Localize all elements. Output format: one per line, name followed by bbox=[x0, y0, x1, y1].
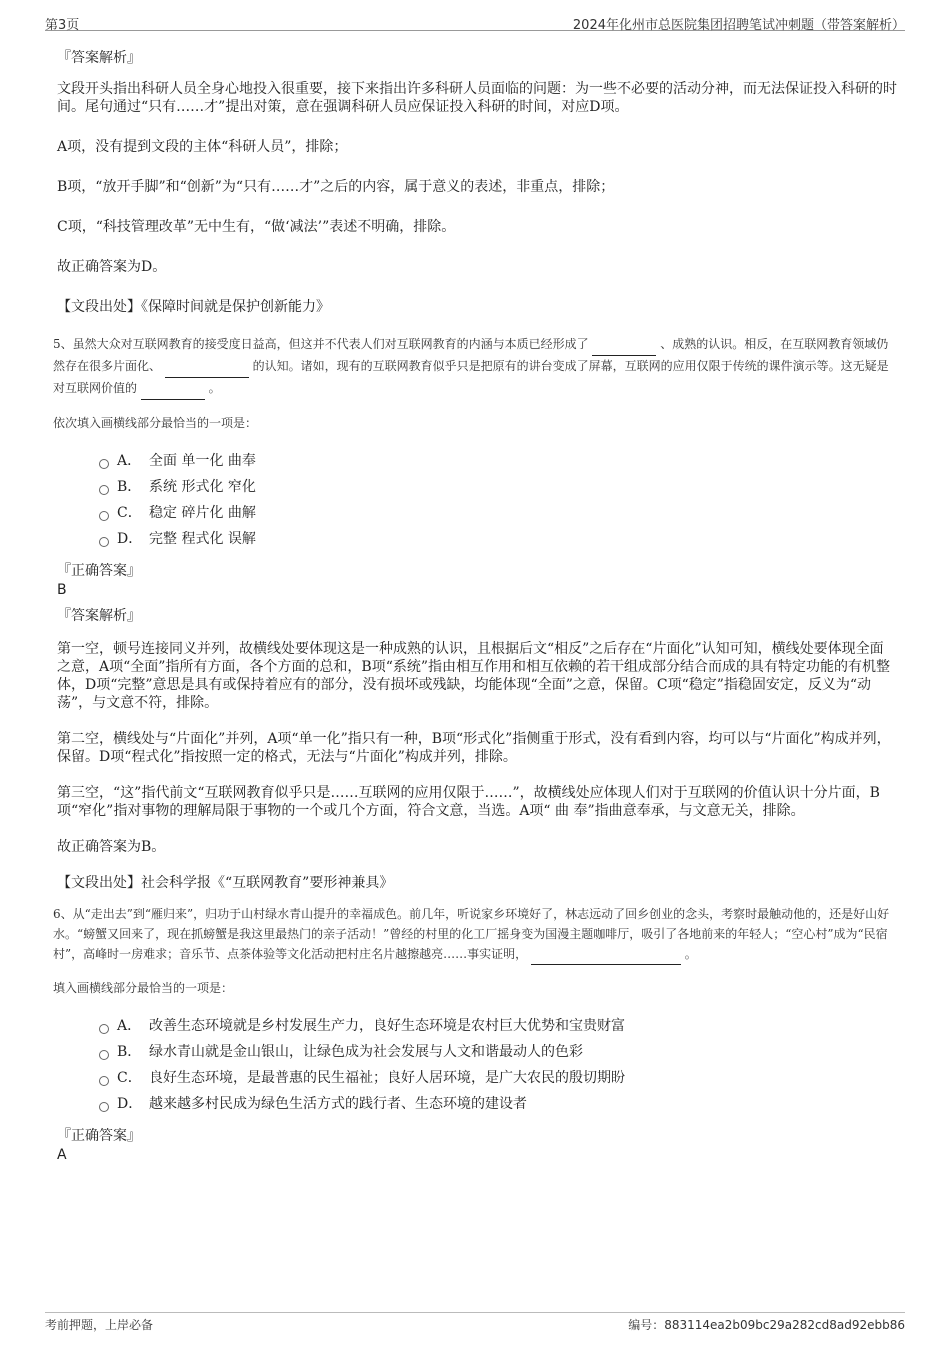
analysis-paragraph: 第二空，横线处与“片面化”并列，A项“单一化”指只有一种，B项“形式化”指侧重于形式，没有看到内容，均可以与“片面化”构成并列，保留。D项“程式化”指按照一定的格式，无法与“片面化”构成并列，排除。 bbox=[57, 731, 891, 765]
option-letter: C． bbox=[117, 505, 142, 521]
question-stem bbox=[53, 334, 897, 400]
analysis-paragraph: 文段开头指出科研人员全身心地投入很重要，接下来指出许多科研人员面临的问题：为一些不必要的活动分神，而无法保证投入科研的时间。尾句通过“只有……才”提出对策，意在强调科研人员应保证投入科研的时间，对应D项。 bbox=[57, 81, 897, 115]
option-text: 改善生态环境就是乡村发展生产力，良好生态环境是农村巨大优势和宝贵财富 bbox=[149, 1018, 625, 1034]
correct-answer: A bbox=[57, 1147, 67, 1163]
question-prompt: 依次填入画横线部分最恰当的一项是： bbox=[53, 416, 258, 430]
option-letter: D． bbox=[117, 531, 143, 547]
analysis-paragraph: 第一空，顿号连接同义并列，故横线处要体现这是一种成熟的认识，且根据后文“相反”之后存在“片面化”认知可知，横线处要体现全面之意，A项“全面”指所有方面，各个方面的总和，B项“系统”指由相互作用和相互依赖的若干组成部分结合而成的具有特定功能的有机整体，D项“完整”意思是具有或保持着应有的部分，没有损坏或残缺，均能体现“全面”之意，保留。C项“稳定”指稳固安定，反义为“动荡”，与文意不符，排除。 bbox=[57, 641, 891, 711]
stem-text: 、成熟的认识。相反，在互联网教育领域仍然存在很多片面化、 bbox=[53, 337, 889, 373]
option-letter: D． bbox=[117, 1096, 143, 1112]
option-list bbox=[57, 1017, 897, 1121]
option-d[interactable] bbox=[99, 1095, 897, 1121]
radio-button[interactable] bbox=[99, 1102, 109, 1112]
option-text: 全面 单一化 曲奉 bbox=[149, 453, 256, 469]
correct-answer: B bbox=[57, 582, 67, 598]
option-b[interactable] bbox=[99, 478, 897, 504]
question-stem bbox=[53, 904, 897, 965]
analysis-paragraph: C项，“科技管理改革”无中生有，“做‘减法’”表述不明确，排除。 bbox=[57, 219, 456, 235]
source-note: 【文段出处】社会科学报《“互联网教育”要形神兼具》 bbox=[57, 875, 394, 891]
radio-button[interactable] bbox=[99, 485, 109, 495]
page-header bbox=[45, 12, 905, 31]
option-letter: B． bbox=[117, 479, 142, 495]
option-list bbox=[57, 452, 897, 556]
fill-blank bbox=[141, 378, 205, 400]
option-letter: C． bbox=[117, 1070, 142, 1086]
document-body bbox=[53, 48, 897, 1171]
page-footer bbox=[45, 1312, 905, 1335]
stem-text: 6、从“走出去”到“雁归来”，归功于山村绿水青山提升的幸福成色。前几年，听说家乡环境好了，林志远动了回乡创业的念头，考察时最触动他的，还是好山好水。“螃蟹又回来了，现在抓螃蟹是我这里最热门的亲子活动！”曾经的村里的化工厂摇身变为国漫主题咖啡厅，吸引了各地前来的年轻人；“空心村”成为“民宿村”，高峰时一房难求；音乐节、点茶体验等文化活动把村庄名片越擦越亮……事实证明， bbox=[53, 907, 890, 961]
option-text: 系统 形式化 窄化 bbox=[149, 479, 256, 495]
fill-blank bbox=[165, 356, 249, 378]
analysis-paragraph: 第三空，“这”指代前文“互联网教育似乎只是……互联网的应用仅限于……”，故横线处应体现人们对于互联网的价值认识十分片面，B项“窄化”指对事物的理解局限于事物的一个或几个方面，符合文意，当选。A项“ 曲 奉”指曲意奉承，与文意无关，排除。 bbox=[57, 785, 880, 819]
option-letter: A． bbox=[117, 453, 142, 469]
option-a[interactable] bbox=[99, 452, 897, 478]
correct-answer-tag: 『正确答案』 bbox=[57, 1128, 141, 1144]
stem-text: 5、虽然大众对互联网教育的接受度日益高，但这并不代表人们对互联网教育的内涵与本质已经形成了 bbox=[53, 337, 589, 351]
option-d[interactable] bbox=[99, 530, 897, 556]
radio-button[interactable] bbox=[99, 511, 109, 521]
document-id: 编号：883114ea2b09bc29a282cd8ad92ebb86 bbox=[628, 1318, 905, 1332]
document-title: 2024年化州市总医院集团招聘笔试冲刺题（带答案解析） bbox=[572, 18, 905, 33]
option-c[interactable] bbox=[99, 1069, 897, 1095]
analysis-conclusion: 故正确答案为B。 bbox=[57, 839, 166, 855]
option-letter: A． bbox=[117, 1018, 142, 1034]
analysis-tag: 『答案解析』 bbox=[57, 608, 141, 624]
stem-text: 。 bbox=[684, 947, 697, 961]
option-text: 越来越多村民成为绿色生活方式的践行者、生态环境的建设者 bbox=[149, 1096, 527, 1112]
option-letter: B． bbox=[117, 1044, 142, 1060]
analysis-conclusion: 故正确答案为D。 bbox=[57, 259, 167, 275]
radio-button[interactable] bbox=[99, 1024, 109, 1034]
option-a[interactable] bbox=[99, 1017, 897, 1043]
stem-text: 的认知。诸如，现有的互联网教育似乎只是把原有的讲台变成了屏幕，互联网的应用仅限于传统的课件演示等。这无疑是对互联网价值的 bbox=[53, 359, 889, 395]
correct-answer-tag: 『正确答案』 bbox=[57, 563, 141, 579]
page-number: 第3页 bbox=[45, 18, 80, 33]
radio-button[interactable] bbox=[99, 537, 109, 547]
footer-slogan: 考前押题，上岸必备 bbox=[45, 1318, 154, 1332]
source-note: 【文段出处】《保障时间就是保护创新能力》 bbox=[57, 299, 330, 315]
option-text: 完整 程式化 误解 bbox=[149, 531, 256, 547]
fill-blank bbox=[531, 944, 681, 965]
radio-button[interactable] bbox=[99, 459, 109, 469]
question-prompt: 填入画横线部分最恰当的一项是： bbox=[53, 981, 234, 995]
radio-button[interactable] bbox=[99, 1076, 109, 1086]
radio-button[interactable] bbox=[99, 1050, 109, 1060]
option-text: 良好生态环境，是最普惠的民生福祉；良好人居环境，是广大农民的殷切期盼 bbox=[149, 1070, 625, 1086]
stem-text: 。 bbox=[208, 381, 221, 395]
option-text: 稳定 碎片化 曲解 bbox=[149, 505, 256, 521]
analysis-paragraph: B项，“放开手脚”和“创新”为“只有……才”之后的内容，属于意义的表述，非重点，排除； bbox=[57, 179, 615, 195]
fill-blank bbox=[592, 334, 656, 356]
analysis-tag: 『答案解析』 bbox=[57, 50, 141, 66]
option-c[interactable] bbox=[99, 504, 897, 530]
analysis-paragraph: A项，没有提到文段的主体“科研人员”，排除； bbox=[57, 139, 348, 155]
option-text: 绿水青山就是金山银山，让绿色成为社会发展与人文和谐最动人的色彩 bbox=[149, 1044, 583, 1060]
option-b[interactable] bbox=[99, 1043, 897, 1069]
